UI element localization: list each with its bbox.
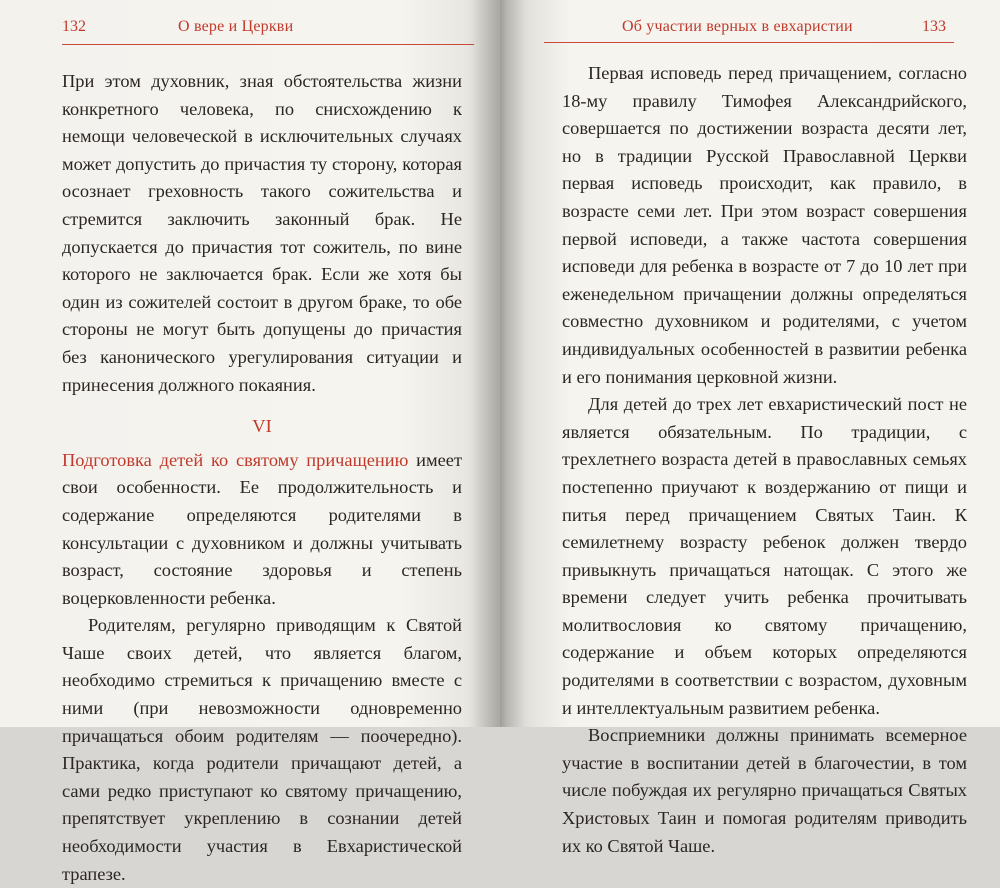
left-paragraph-2-text: имеет свои особенности. Ее продолжительность и содержание определяются родителями в консультации с духовником и должны учитывать возраст, состояние здоровья и степень воцерковленности ребенка. — [62, 449, 462, 608]
section-number: VI — [252, 416, 272, 437]
left-header-rule — [62, 44, 474, 45]
right-paragraph-3: Восприемники должны принимать всемерное участие в воспитании детей в благочестии, в том числе побуждая их регулярно причащаться Святых Христовых Таин и помогая родителям приводить их ко Святой Чаше. — [562, 725, 967, 856]
left-paragraph-3: Родителям, регулярно приводящим к Святой Чаше своих детей, что является благом, необходимо стремиться к причащению вместе с ними (при невозможности одновременно причащаться обоим родителям — поочередно). Практика, когда родители причащают детей, а сами редко приступают ко святому причащению, препятствует укреплению в сознании детей необходимости участия в Евхаристической трапезе. — [62, 615, 462, 884]
right-header-rule — [544, 42, 954, 43]
right-body-text — [562, 60, 967, 860]
right-page — [500, 0, 1000, 856]
right-paragraph-1: Первая исповедь перед причащением, согласно 18-му правилу Тимофея Александрийского, совершается по достижении возраста десяти лет, но в традиции Русской Православной Церкви первая исповедь происходит, как правило, в возрасте семи лет. При этом возраст совершения первой исповеди, а также частота совершения исповеди для ребенка в возрасте от 7 до 10 лет при еженедельном причащении должны определяться совместно духовником и родителями, с учетом индивидуальных особенностей в развитии ребенка и его понимания церковной жизни. — [562, 63, 967, 387]
right-running-head: Об участии верных в евхаристии — [622, 18, 853, 35]
left-body-text — [62, 68, 462, 888]
left-page-number: 132 — [62, 18, 86, 35]
section-heading: Подготовка детей ко святому причащению — [62, 449, 409, 470]
left-paragraph-2 — [62, 447, 462, 613]
right-page-number: 133 — [922, 18, 946, 35]
right-paragraph-2: Для детей до трех лет евхаристический пост не является обязательным. По традиции, с трехлетнего возраста детей в православных семьях постепенно приучают к воздержанию от пищи и питья перед причащением Святых Таин. К семилетнему возрасту ребенок должен твердо привыкнуть причащаться натощак. С этого же времени следует учить ребенка прочитывать молитвословия ко святому причащению, содержание и объем которых определяются родителями в соответствии с возрастом, духовным и интеллектуальным развитием ребенка. — [562, 394, 967, 718]
left-running-head: О вере и Церкви — [178, 18, 294, 35]
left-page — [0, 0, 500, 884]
left-paragraph-1: При этом духовник, зная обстоятельства жизни конкретного человека, по снисхождению к немощи человеческой в исключительных случаях может допустить до причастия ту сторону, которая осознает греховность такого сожительства и стремится заключить законный брак. Не допускается до причастия тот сожитель, по вине которого не заключается брак. Если же хотя бы один из сожителей состоит в другом браке, то обе стороны не могут быть допущены до причастия без канонического урегулирования ситуации и принесения должного покаяния. — [62, 71, 462, 395]
